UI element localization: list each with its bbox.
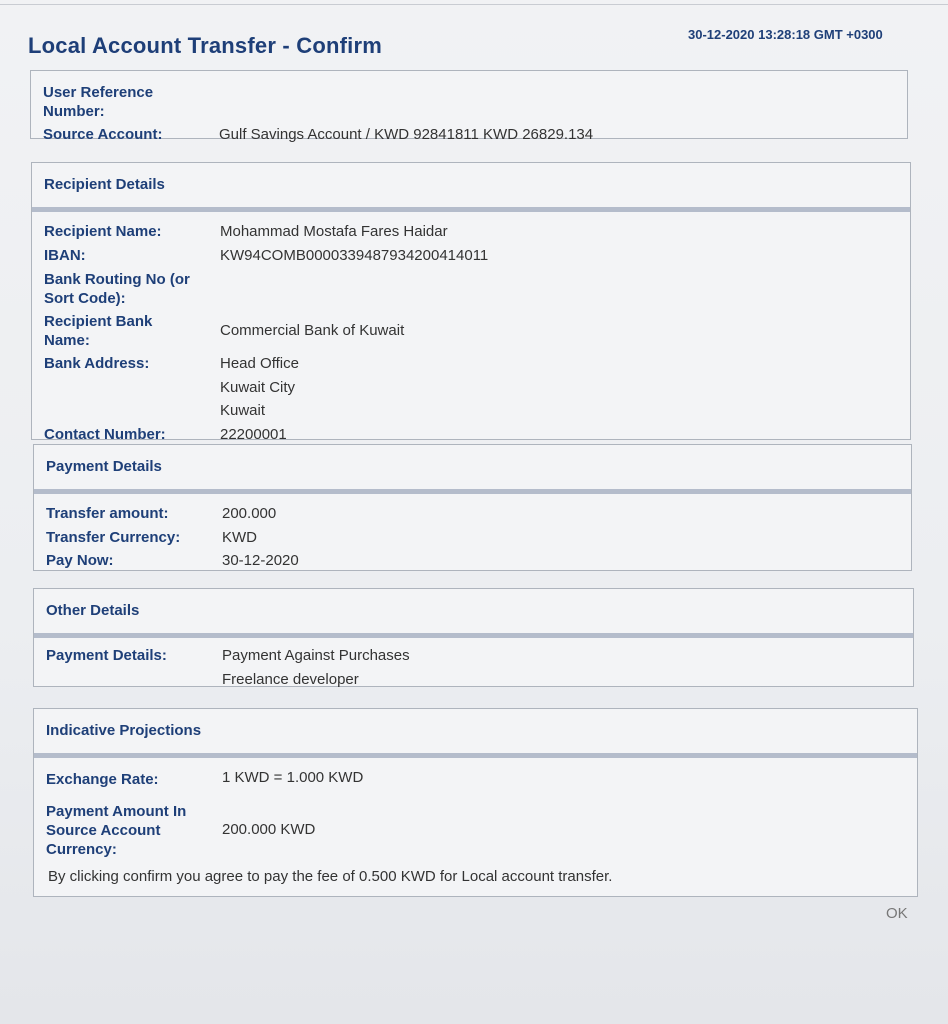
bank-address-line: Kuwait City	[220, 379, 296, 396]
source-amount-label: Payment Amount In Source Account Currency:	[46, 803, 187, 858]
pay-now-label: Pay Now:	[46, 552, 114, 569]
page-title: Local Account Transfer - Confirm	[28, 33, 382, 58]
transfer-currency-value: KWD	[222, 529, 257, 546]
routing-label: Bank Routing No (or Sort Code):	[44, 271, 190, 307]
source-account-value: Gulf Savings Account / KWD 92841811 KWD 26829.134	[219, 126, 594, 143]
payment-details-label: Payment Details:	[46, 647, 167, 664]
source-account-label: Source Account:	[43, 126, 163, 143]
payment-details-line: Payment Against Purchases	[222, 647, 410, 664]
indicative-projections-box	[33, 708, 918, 897]
payment-details-heading: Payment Details	[34, 445, 911, 494]
top-divider	[0, 0, 948, 5]
iban-value: KW94COMB0000339487934200414011	[220, 247, 489, 264]
recipient-name-value: Mohammad Mostafa Fares Haidar	[220, 223, 448, 240]
source-amount-value: 200.000 KWD	[222, 821, 316, 838]
recipient-bank-value: Commercial Bank of Kuwait	[220, 322, 405, 339]
recipient-details-heading: Recipient Details	[32, 163, 910, 212]
timestamp: 30-12-2020 13:28:18 GMT +0300	[688, 27, 883, 42]
exchange-rate-label: Exchange Rate:	[46, 771, 159, 788]
transfer-amount-value: 200.000	[222, 505, 277, 522]
bank-address-label: Bank Address:	[44, 355, 150, 372]
other-details-box	[33, 588, 914, 687]
contact-number-value: 22200001	[220, 426, 287, 443]
pay-now-value: 30-12-2020	[222, 552, 299, 569]
recipient-bank-label: Recipient Bank Name:	[44, 313, 153, 349]
iban-label: IBAN:	[44, 247, 86, 264]
bank-address-line: Kuwait	[220, 402, 266, 419]
recipient-name-label: Recipient Name:	[44, 223, 162, 240]
payment-details-box	[33, 444, 912, 571]
payment-details-line: Freelance developer	[222, 671, 359, 688]
transfer-amount-label: Transfer amount:	[46, 505, 169, 522]
bank-address-line: Head Office	[220, 355, 299, 372]
ok-button[interactable]: OK	[886, 905, 908, 922]
transfer-currency-label: Transfer Currency:	[46, 529, 181, 546]
other-details-heading: Other Details	[34, 589, 913, 638]
fee-note: By clicking confirm you agree to pay the fee of 0.500 KWD for Local account transfer.	[48, 868, 613, 885]
indicative-projections-heading: Indicative Projections	[34, 709, 917, 758]
recipient-details-box	[31, 162, 911, 443]
source-account-box	[30, 70, 908, 143]
exchange-rate-value: 1 KWD = 1.000 KWD	[222, 769, 364, 786]
user-reference-label: User Reference Number:	[43, 84, 154, 120]
contact-number-label: Contact Number:	[44, 426, 166, 443]
